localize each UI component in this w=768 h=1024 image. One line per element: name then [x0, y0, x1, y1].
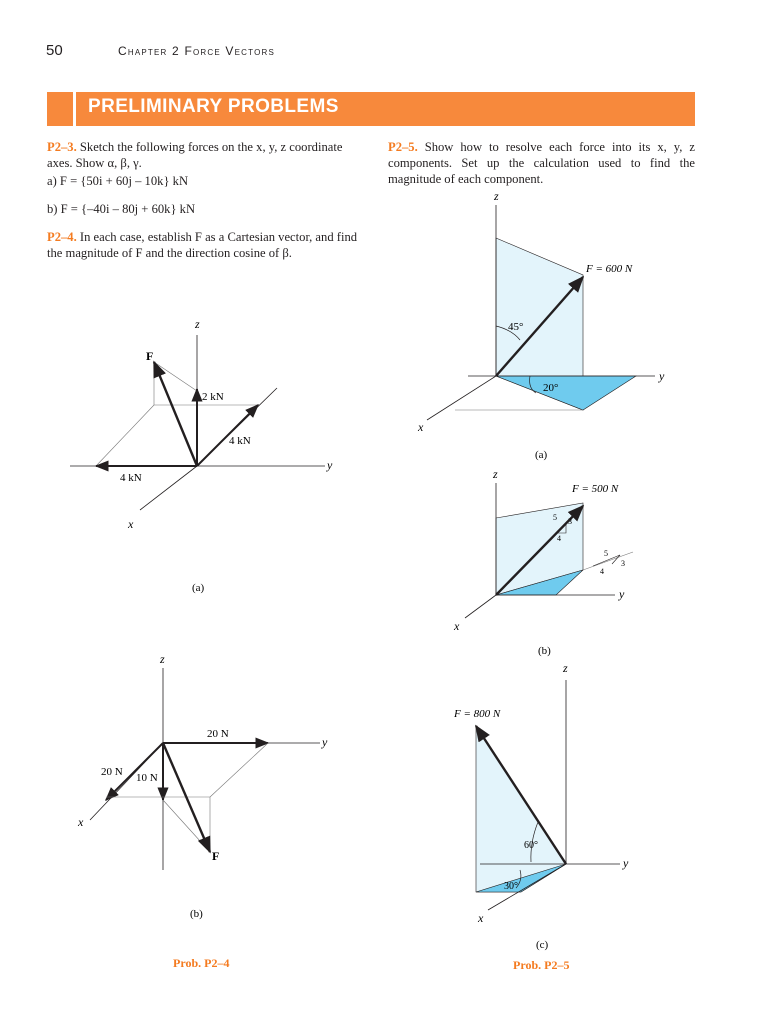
fig4b-construction-line — [210, 743, 268, 797]
p2-5-text: Show how to resolve each force into its x, y, z components. Set up the calculation used to find the magnitude of each component. — [388, 140, 695, 186]
fig4b-force-label: F — [212, 849, 220, 863]
p2-5-number: P2–5. — [388, 140, 418, 154]
fig5a-angle2-label: 20° — [543, 382, 559, 394]
fig4a-x-label: x — [128, 517, 134, 531]
fig5a-z-label: z — [494, 189, 499, 203]
fig4b-20n-x-label: 20 N — [101, 766, 123, 778]
fig5c-caption: (c) — [536, 939, 549, 951]
fig4a-2kn-label: 2 kN — [202, 391, 224, 403]
chapter-heading: Chapter 2 Force Vectors — [118, 44, 276, 58]
fig5b-t2-5: 5 — [604, 549, 608, 558]
fig5b-x-axis — [465, 595, 496, 618]
fig5a-x-label: x — [418, 420, 424, 434]
fig4b-20n-y-label: 20 N — [207, 728, 229, 740]
fig5c-z-label: z — [563, 661, 568, 675]
fig5b-t1-4: 4 — [557, 534, 561, 543]
fig5c-plane — [476, 726, 566, 892]
p2-4-number: P2–4. — [47, 230, 77, 244]
fig5c-y-label: y — [623, 856, 629, 870]
fig5c-angle2-label: 30° — [504, 881, 518, 892]
fig5a-caption: (a) — [535, 449, 548, 461]
fig5b-construction-line — [583, 552, 633, 570]
fig4a-x-axis — [140, 466, 197, 510]
prob-p2-5-caption: Prob. P2–5 — [513, 958, 570, 972]
p2-3-item-b: b) F = {–40i – 80j + 60k} kN — [47, 202, 196, 216]
fig5b-t2-3: 3 — [621, 559, 625, 568]
fig4a-4kn-diag-label: 4 kN — [229, 435, 251, 447]
fig5a-y-label: y — [659, 369, 665, 383]
fig5a-shadow — [496, 376, 636, 410]
p2-4-figure-b — [90, 668, 320, 870]
fig5b-t1-5: 5 — [553, 513, 557, 522]
fig4b-force-arrow — [163, 743, 210, 852]
p2-4-figure-a — [70, 335, 325, 510]
fig4b-x-label: x — [78, 815, 84, 829]
fig4a-y-label: y — [327, 458, 333, 472]
fig5b-z-label: z — [493, 467, 498, 481]
fig4a-z-label: z — [195, 317, 200, 331]
fig4a-4kn-horiz-label: 4 kN — [120, 472, 142, 484]
fig4a-caption: (a) — [192, 582, 205, 594]
fig5a-angle1-label: 45° — [508, 321, 524, 333]
p2-4-text: In each case, establish F as a Cartesian vector, and find the magnitude of F and the direction cosine of β. — [47, 230, 358, 260]
p2-3-text: Sketch the following forces on the x, y, z coordinate axes. Show α, β, γ. — [47, 140, 343, 170]
fig4b-y-label: y — [322, 735, 328, 749]
fig5c-angle1-label: 60° — [524, 840, 538, 851]
fig5b-x-label: x — [454, 619, 460, 633]
fig4a-force-arrow — [154, 362, 197, 466]
fig5b-t1-3: 3 — [568, 517, 572, 526]
section-title: PRELIMINARY PROBLEMS — [88, 96, 339, 117]
fig4b-caption: (b) — [190, 908, 203, 920]
fig4b-10n-label: 10 N — [136, 772, 158, 784]
prob-p2-4-caption: Prob. P2–4 — [173, 956, 230, 970]
page-number: 50 — [46, 42, 63, 59]
fig5b-caption: (b) — [538, 645, 551, 657]
p2-3-number: P2–3. — [47, 140, 77, 154]
fig4b-construction-line — [163, 800, 210, 852]
fig5a-x-axis — [427, 376, 496, 420]
p2-3-item-a: a) F = {50i + 60j – 10k} kN — [47, 174, 189, 188]
fig5b-t2-4: 4 — [600, 567, 604, 576]
fig4b-z-label: z — [160, 652, 165, 666]
fig4a-construction-line — [96, 405, 154, 466]
fig5b-y-label: y — [619, 587, 625, 601]
fig5c-x-label: x — [478, 911, 484, 925]
fig5a-force-label: F = 600 N — [586, 263, 633, 275]
fig5b-force-label: F = 500 N — [572, 483, 619, 495]
fig4a-force-label: F — [146, 349, 154, 363]
p2-5-figure-a — [427, 205, 655, 420]
fig5c-force-label: F = 800 N — [454, 708, 501, 720]
